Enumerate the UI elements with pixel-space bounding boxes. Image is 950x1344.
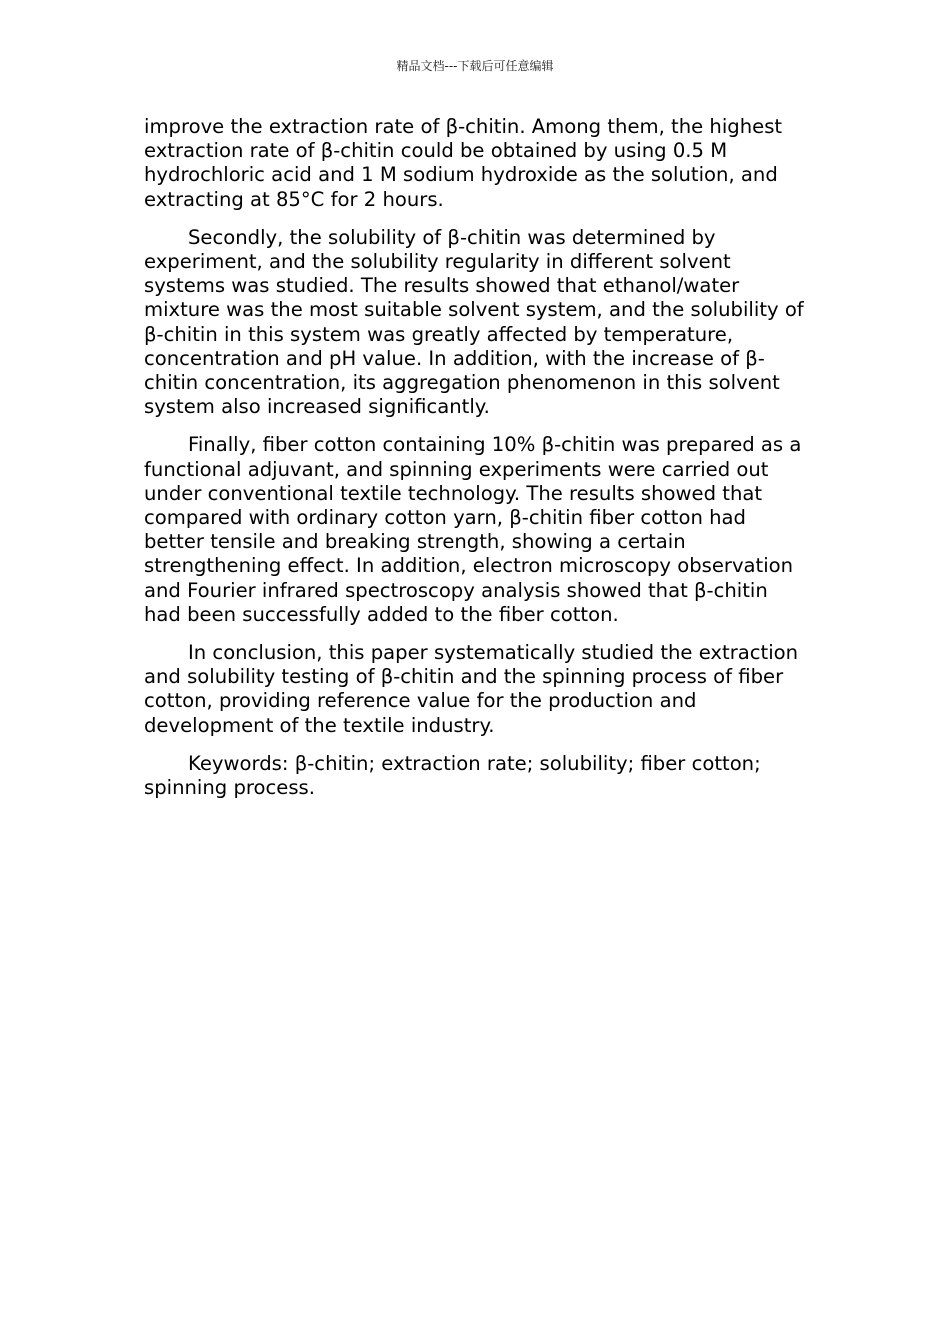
- paragraph-keywords: Keywords: β-chitin; extraction rate; solubility; fiber cotton; spinning process.: [144, 751, 761, 800]
- page-header: 精品文档---下载后可任意编辑: [396, 59, 554, 73]
- paragraph-spinning: Finally, fiber cotton containing 10% β-chitin was prepared as a functional adjuvant, and spinning experiments were carried out under conventional textile technology. The results showed that compared with ordinary cotton yarn, β-chitin fiber cotton had better tensile and breaking strength, showing a certain strengthening effect. In addition, electron microscopy observation and Fourier infrared spectroscopy analysis showed that β-chitin had been successfully added to the fiber cotton.: [144, 433, 802, 626]
- document-body: [144, 115, 806, 814]
- paragraph-continued-extraction: improve the extraction rate of β-chitin. Among them, the highest extraction rate of β-chitin could be obtained by using 0.5 M hydrochloric acid and 1 M sodium hydroxide as the solution, and extracting at 85°C for 2 hours.: [144, 115, 783, 211]
- paragraph-solubility: Secondly, the solubility of β-chitin was determined by experiment, and the solubility regularity in different solvent systems was studied. The results showed that ethanol/water mixture was the most suitable solvent system, and the solubility of β-chitin in this system was greatly affected by temperature, concentration and pH value. In addition, with the increase of β-chitin concentration, its aggregation phenomenon in this solvent system also increased significantly.: [144, 225, 804, 419]
- paragraph-conclusion: In conclusion, this paper systematically studied the extraction and solubility testing of β-chitin and the spinning process of fiber cotton, providing reference value for the production and development of the textile industry.: [144, 641, 799, 737]
